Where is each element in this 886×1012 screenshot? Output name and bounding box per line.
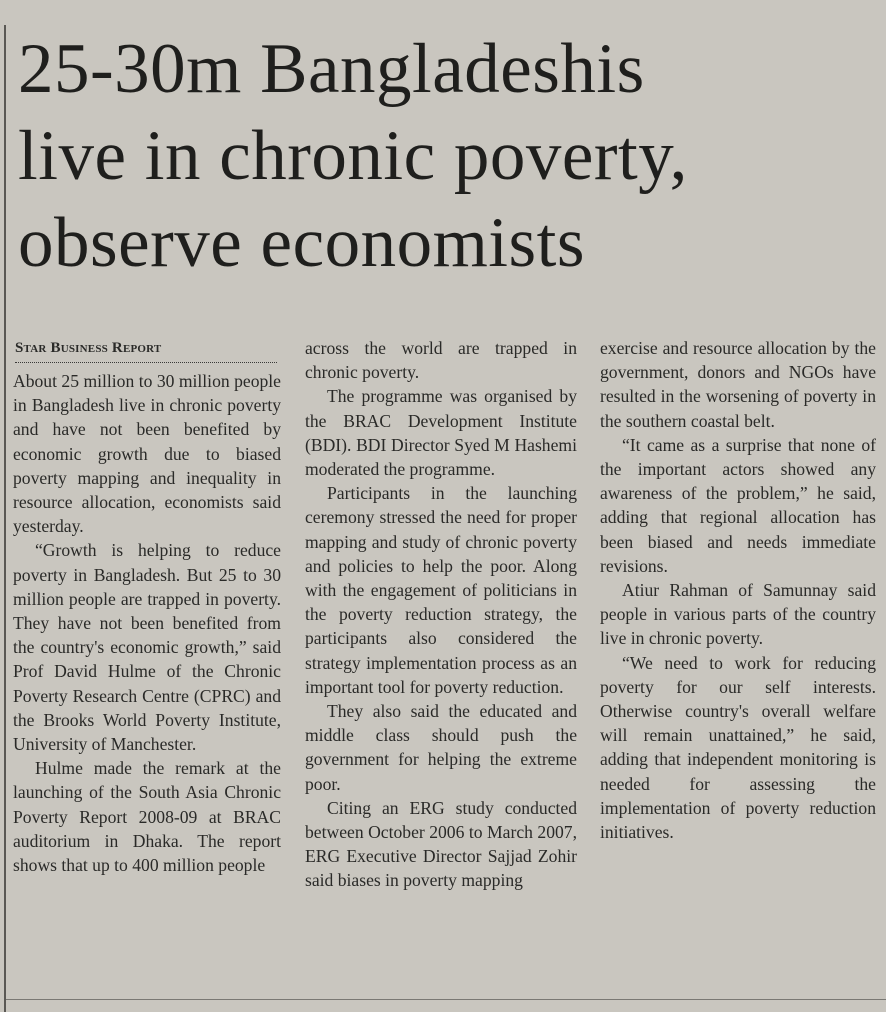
paragraph: Participants in the launching ceremony stressed the need for proper mapping and study of chronic poverty and policies to help the poor. Along with the engagement of politicians in the poverty reduction strategy, the participants also considered the strategy implementation process as an important tool for poverty reduction. <box>305 483 577 697</box>
paragraph: They also said the educated and middle class should push the government for helping the extreme poor. <box>305 701 577 794</box>
paragraph: The programme was organised by the BRAC Development Institute (BDI). BDI Director Syed M Hashemi moderated the programme. <box>305 386 577 480</box>
paragraph: exercise and resource allocation by the government, donors and NGOs have resulted in the worsening of poverty in the southern coastal belt. <box>600 338 876 431</box>
page-edge-rule <box>4 25 6 1012</box>
headline-line-2: live in chronic poverty, <box>18 117 688 195</box>
article-column-2 <box>305 336 577 893</box>
headline-line-1: 25-30m Bangladeshis <box>18 30 645 108</box>
paragraph: across the world are trapped in chronic poverty. <box>305 338 577 383</box>
paragraph: Citing an ERG study conducted between October 2006 to March 2007, ERG Executive Director Sajjad Zohir said biases in poverty mapping <box>305 797 577 891</box>
paragraph: “Growth is helping to reduce poverty in Bangladesh. But 25 to 30 million people are trapped in poverty. They have not been benefited from the country's economic growth,” said Prof David Hulme of the Chronic Poverty Research Centre (CPRC) and the Brooks World Poverty Institute, University of Manchester. <box>13 540 281 755</box>
byline: Star Business Report <box>15 336 277 363</box>
headline <box>18 26 878 287</box>
paragraph: Atiur Rahman of Samunnay said people in various parts of the country live in chronic poverty. <box>600 580 876 649</box>
paragraph: “We need to work for reducing poverty for our self interests. Otherwise country's overall welfare will remain unattained,” he said, adding that independent monitoring is needed for assessing the implementation of poverty reduction initiatives. <box>600 652 876 843</box>
paragraph: Hulme made the remark at the launching of the South Asia Chronic Poverty Report 2008-09 at BRAC auditorium in Dhaka. The report shows that up to 400 million people <box>13 758 281 876</box>
bottom-rule <box>6 999 886 1000</box>
article-column-1 <box>13 336 281 877</box>
paragraph: About 25 million to 30 million people in Bangladesh live in chronic poverty and have not been benefited by economic growth due to biased poverty mapping and inequality in resource allocation, economists said yesterday. <box>13 371 281 537</box>
headline-line-3: observe economists <box>18 204 586 282</box>
paragraph: “It came as a surprise that none of the important actors showed any awareness of the problem,” he said, adding that regional allocation has been biased and needs immediate revisions. <box>600 434 876 576</box>
article-column-3 <box>600 336 876 844</box>
